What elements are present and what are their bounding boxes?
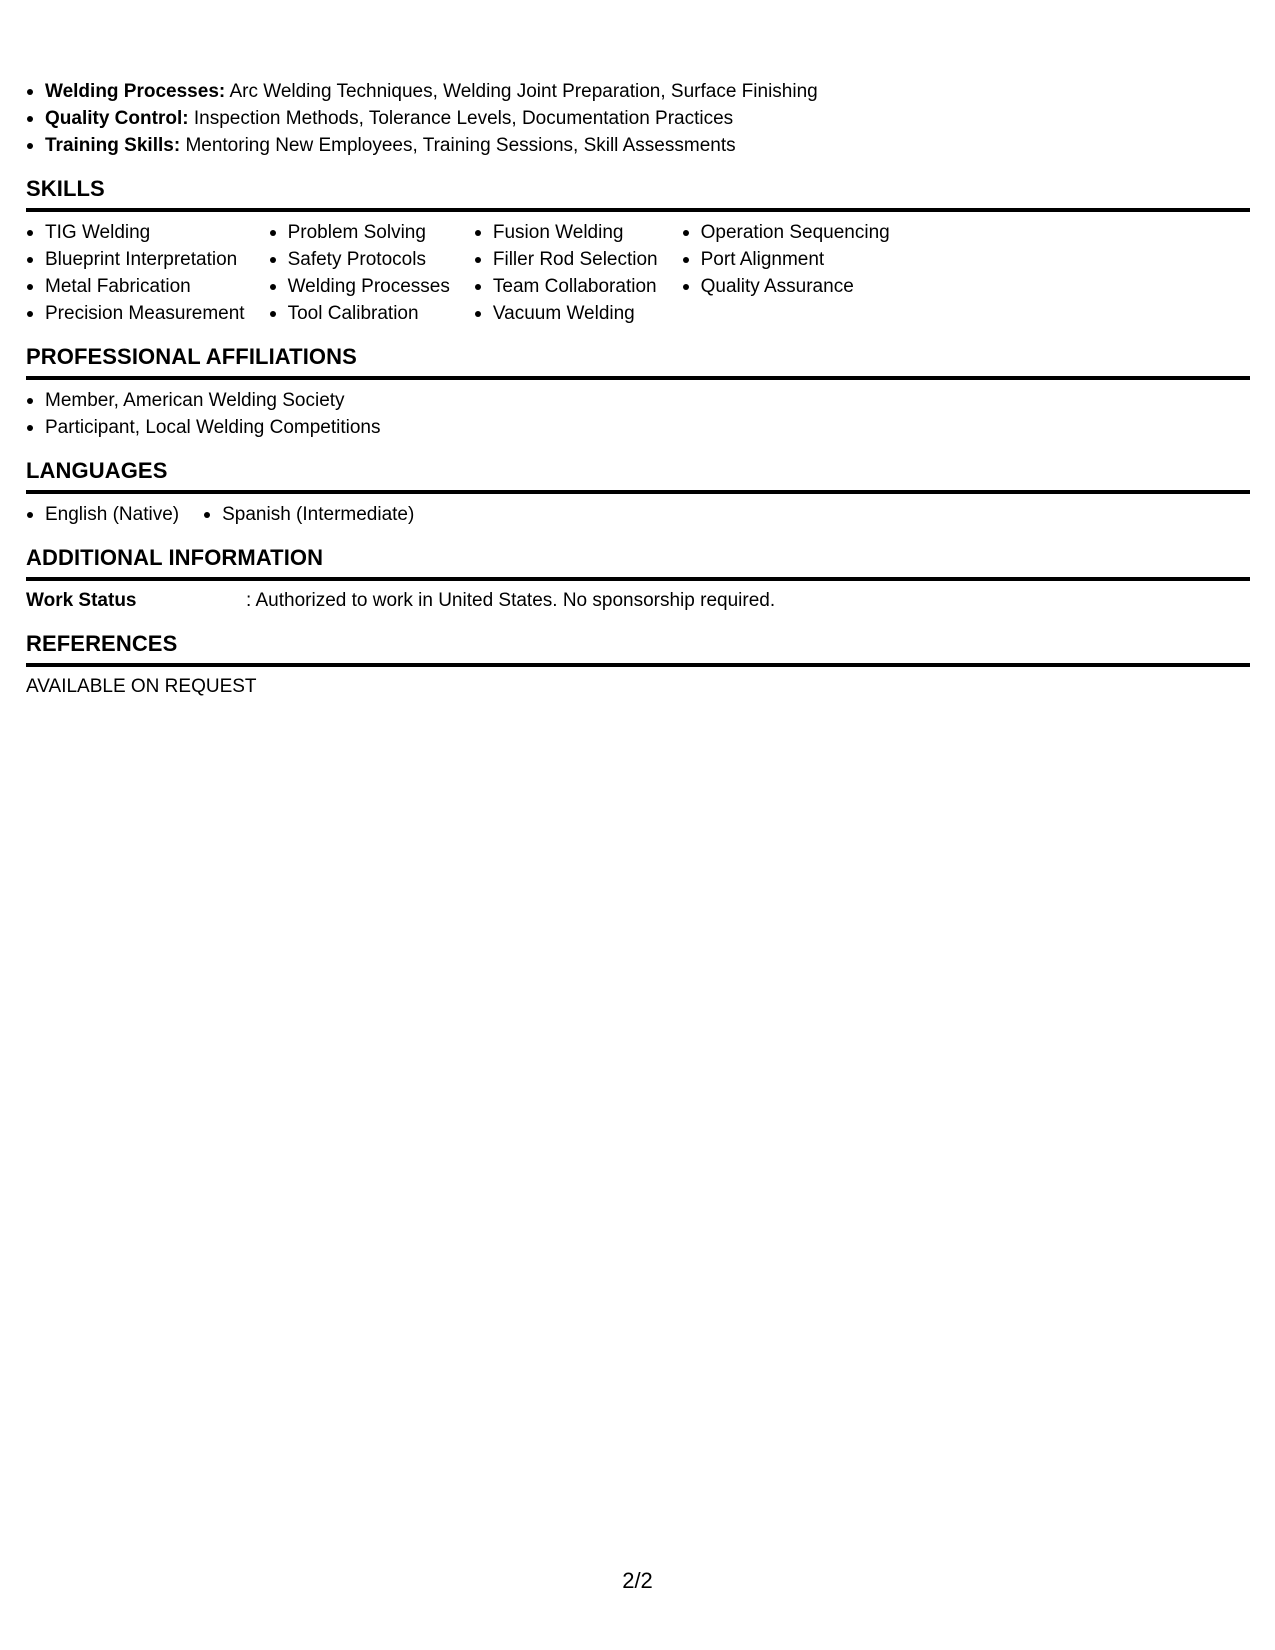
resume-page (26, 78, 1250, 700)
language-item: English (Native) (26, 501, 179, 528)
references-section (26, 631, 1250, 700)
language-item: Spanish (Intermediate) (203, 501, 414, 528)
skills-column (682, 219, 890, 327)
languages-section (26, 458, 1250, 528)
skills-section (26, 176, 1250, 327)
references-text: AVAILABLE ON REQUEST (26, 676, 257, 697)
section-title-additional-info: ADDITIONAL INFORMATION (26, 545, 324, 570)
skill-item: Welding Processes (269, 273, 450, 300)
work-status-value: : Authorized to work in United States. No sponsorship required. (246, 590, 776, 611)
affiliation-item: Participant, Local Welding Competitions (26, 414, 1250, 441)
list-item (26, 78, 1250, 105)
skill-item: Team Collaboration (474, 273, 658, 300)
skill-item: Metal Fabrication (26, 273, 245, 300)
work-status-label: Work Status (26, 590, 137, 611)
skills-column (26, 219, 245, 327)
affiliations-list (26, 387, 1250, 441)
page-number: 2/2 (622, 1568, 653, 1593)
competency-value: Mentoring New Employees, Training Sessions, Skill Assessments (185, 135, 736, 156)
section-title-languages: LANGUAGES (26, 458, 168, 483)
skill-item: Operation Sequencing (682, 219, 890, 246)
section-divider (26, 208, 1250, 212)
list-item (26, 105, 1250, 132)
skills-column (269, 219, 450, 327)
skill-item: Tool Calibration (269, 300, 450, 327)
list-item (26, 132, 1250, 159)
affiliation-item: Member, American Welding Society (26, 387, 1250, 414)
competency-value: Arc Welding Techniques, Welding Joint Preparation, Surface Finishing (229, 81, 818, 102)
skills-column (474, 219, 658, 327)
skill-item: Safety Protocols (269, 246, 450, 273)
skill-item: Fusion Welding (474, 219, 658, 246)
work-status-row (26, 588, 1250, 614)
competencies-list (26, 78, 1250, 159)
section-title-references: REFERENCES (26, 631, 178, 656)
skill-item: Problem Solving (269, 219, 450, 246)
skill-item: Precision Measurement (26, 300, 245, 327)
skill-item: TIG Welding (26, 219, 245, 246)
skills-grid (26, 219, 1250, 327)
skill-item: Vacuum Welding (474, 300, 658, 327)
section-title-affiliations: PROFESSIONAL AFFILIATIONS (26, 344, 357, 369)
competency-value: Inspection Methods, Tolerance Levels, Documentation Practices (193, 108, 734, 129)
additional-info-section (26, 545, 1250, 614)
competency-label: Quality Control: (45, 108, 189, 129)
section-divider (26, 490, 1250, 494)
competency-label: Training Skills: (45, 135, 181, 156)
section-divider (26, 376, 1250, 380)
skill-item: Blueprint Interpretation (26, 246, 245, 273)
skill-item: Port Alignment (682, 246, 890, 273)
skill-item: Filler Rod Selection (474, 246, 658, 273)
affiliations-section (26, 344, 1250, 441)
section-divider (26, 663, 1250, 667)
languages-list (26, 501, 1250, 528)
section-divider (26, 577, 1250, 581)
skill-item: Quality Assurance (682, 273, 890, 300)
competency-label: Welding Processes: (45, 81, 226, 102)
section-title-skills: SKILLS (26, 176, 105, 201)
